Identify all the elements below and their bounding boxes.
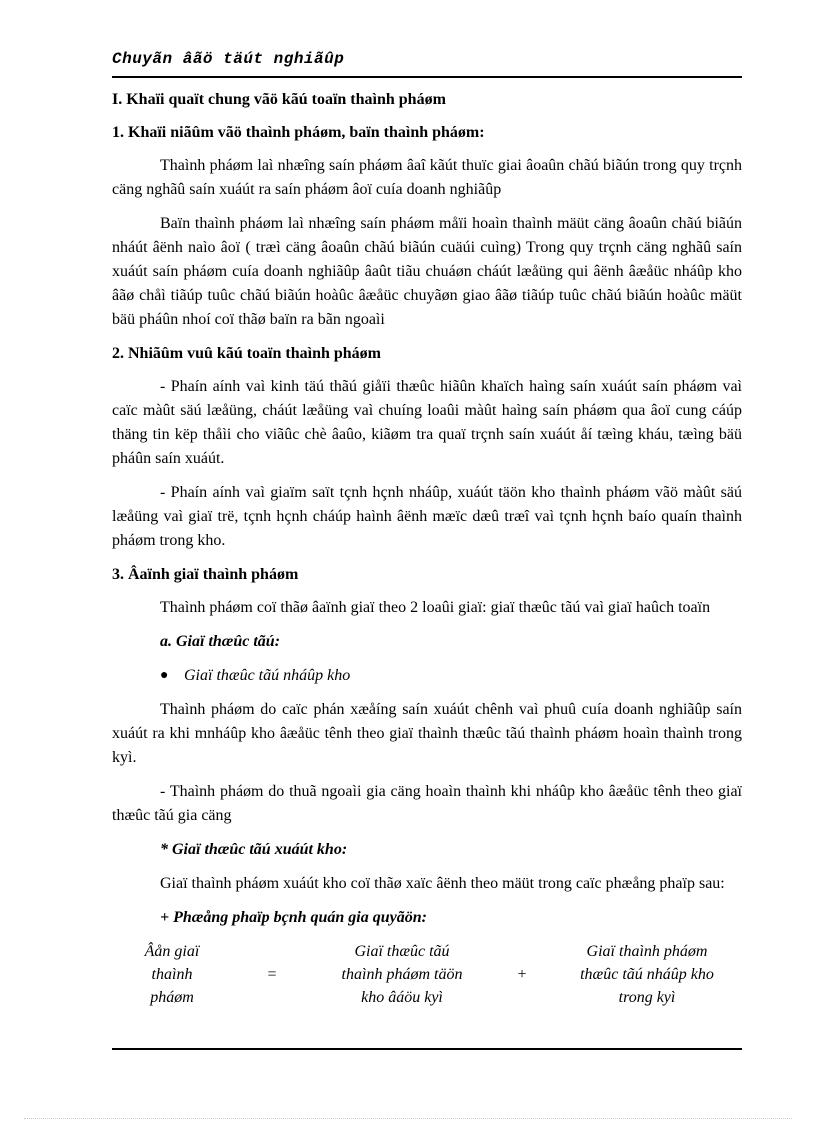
formula-text: Âån giaï [144,943,200,960]
formula-left-term [112,940,232,1009]
formula-text: thaình pháøm täön [341,966,463,983]
formula-equals: = [267,966,277,983]
bullet-text: Giaï thæûc tãú nháûp kho [184,667,351,684]
formula-text: pháøm [150,989,194,1006]
paragraph-5: Thaình pháøm coï thãø âaïnh giaï theo 2 loaûi giaï: giaï thæûc tãú vaì giaï haûch toaïn [160,599,711,616]
header-rule [112,76,742,78]
footer-rule [112,1048,742,1050]
page-header-title: Chuyãn âãö täút nghiãûp [112,50,345,68]
formula [112,940,742,1009]
paragraph-1: Thaình pháøm laì nhæîng saín pháøm âaî kãút thuïc giai âoaûn chãú biãún trong quy trçnh cäng nghãû saín xuáút ra saín pháøm âoï cuía doanh nghiãûp [112,157,742,198]
document-body [112,88,742,1009]
bullet-dot-icon: ● [160,668,169,683]
formula-text: trong kyì [618,989,676,1006]
subheading-c: + Phæång phaïp bçnh quán gia quyãön: [160,909,427,926]
paragraph-3: - Phaín aính vaì kinh täú thãú giåïi thæûc hiãûn khaïch haìng saín xuáút saín pháøm vaì caïc màût säú læåüng, cháút læåüng vaì chuíng loaûi màût haìng saín pháøm qua âoï cung cáúp thäng tin këp thåìi cho viãûc chè âaûo, kiãøm tra quaï trçnh saín xuáút åí tæìng kháu, tæìng bäü pháûn saín xuáút. [112,378,742,467]
formula-text: Giaï thaình pháøm [586,943,708,960]
subheading-a: a. Giaï thæûc tãú: [160,633,281,650]
formula-middle-term [312,940,492,1009]
paragraph-4: - Phaín aính vaì giaïm saït tçnh hçnh nháûp, xuáút täön kho thaình pháøm vãö màût säú læåüng vaì giaï trë, tçnh hçnh cháúp haình âënh mæïc dæû træî vaì tçnh hçnh baío quaín thaình pháøm trong kho. [112,484,742,549]
formula-right-term [552,940,742,1009]
formula-text: thæûc tãú nháûp kho [580,966,714,983]
paragraph-8: Giaï thaình pháøm xuáút kho coï thãø xaïc âënh theo mäüt trong caïc phæång phaïp sau: [160,875,725,892]
subheading-b: * Giaï thæûc tãú xuáút kho: [160,841,348,858]
paragraph-2: Baïn thaình pháøm laì nhæîng saín pháøm måïi hoaìn thaình mäüt cäng âoaûn chãú biãún nháút âënh naìo âoï ( træì cäng âoaûn chãú biãún cuäúi cuìng) Trong quy trçnh cäng nghãû saín xuáút saín pháøm cuía doanh nghiãûp âaût tiãu chuáøn cháút læåüng qui âënh âæåüc nháûp kho âãø chåì tiãúp tuûc chãú biãún hoàûc âæåüc chuyãøn giao âãø tiãúp tuûc chãú biãún hoàûc mäüt bäü pháûn nhoí coï thãø baïn ra bãn ngoaìi [112,215,742,328]
formula-text: thaình [151,966,193,983]
paragraph-7: - Thaình pháøm do thuã ngoaìi gia cäng hoaìn thaình khi nháûp kho âæåüc tênh theo giaï thæûc tãú gia cäng [112,783,742,824]
formula-text: Giaï thæûc tãú [354,943,450,960]
section-heading-3: 2. Nhiãûm vuû kãú toaïn thaình pháøm [112,345,381,362]
page-edge-dotted-line [24,1118,792,1119]
bullet-item [160,664,742,688]
section-heading-2: 1. Khaïi niãûm vãö thaình pháøm, baïn thaình pháøm: [112,124,485,141]
section-heading-4: 3. Âaïnh giaï thaình pháøm [112,566,299,583]
formula-text: kho âáöu kyì [361,989,443,1006]
formula-plus: + [517,966,527,983]
section-heading-1: I. Khaïi quaït chung vãö kãú toaïn thaình pháøm [112,91,446,108]
paragraph-6: Thaình pháøm do caïc phán xæåíng saín xuáút chênh vaì phuû cuía doanh nghiãûp saín xuáút ra khi mnháûp kho âæåüc tênh theo giaï thaình thæûc tãú thaình pháøm hoaìn thaình trong kyì. [112,701,742,766]
